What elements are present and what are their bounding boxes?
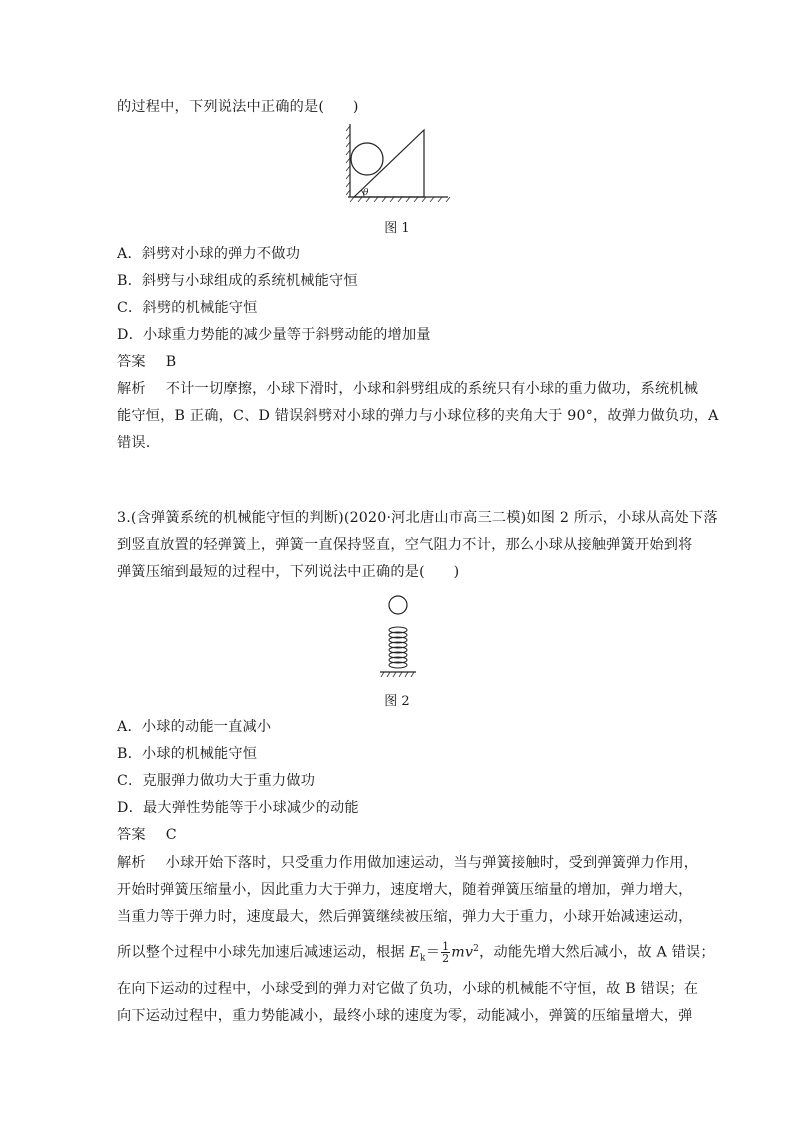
analysis-label: 解析	[117, 381, 146, 397]
q3-analysis-line-1	[117, 853, 699, 873]
analysis-text: 小球开始下落时，只受重力作用做加速运动，当与弹簧接触时，受到弹簧弹力作用，	[165, 855, 699, 871]
analysis-text: 不计一切摩擦，小球下滑时，小球和斜劈组成的系统只有小球的重力做功，系统机械	[165, 381, 699, 397]
fraction-denominator: 2	[442, 952, 450, 966]
answer-value: B	[165, 354, 177, 370]
ball-icon	[351, 143, 383, 175]
answer-label: 答案	[117, 827, 146, 843]
q3-stem-line-1: 3.(含弹簧系统的机械能守恒的判断)(2020·河北唐山市高三二模)如图 2 所示，小球从高处下落	[117, 510, 718, 526]
q3-stem-line-3: 弹簧压缩到最短的过程中，下列说法中正确的是( )	[117, 564, 460, 580]
option-a: A．斜劈对小球的弹力不做功	[117, 246, 301, 262]
formula-mass: m	[451, 944, 465, 961]
q3-option-b: B．小球的机械能守恒	[117, 746, 258, 762]
q3-analysis-line-3: 当重力等于弹力时，速度最大，然后弹簧继续被压缩，弹力大于重力，小球开始减速运动，	[117, 909, 693, 925]
option-d: D．小球重力势能的减少量等于斜劈动能的增加量	[117, 327, 431, 343]
q3-option-a: A．小球的动能一直减小	[117, 719, 272, 735]
formula-fraction	[441, 941, 450, 964]
ball-icon	[389, 596, 407, 614]
q3-stem-line-2: 到竖直放置的轻弹簧上，弹簧一直保持竖直，空气阻力不计，那么小球从接触弹簧开始到将	[117, 537, 693, 553]
formula-subscript: k	[420, 953, 426, 964]
q3-option-d: D．最大弹性势能等于小球减少的动能	[117, 800, 359, 816]
analysis-label: 解析	[117, 855, 146, 871]
figure-1-wedge-diagram	[340, 122, 455, 206]
analysis-line-3: 错误.	[117, 435, 151, 451]
analysis-text: ，动能先增大然后减小，故 A 错误；	[479, 944, 715, 961]
figure-2-caption: 图 2	[384, 694, 410, 709]
q3-option-c: C．克服弹力做功大于重力做功	[117, 773, 316, 789]
option-b: B．斜劈与小球组成的系统机械能守恒	[117, 273, 358, 289]
option-c: C．斜劈的机械能守恒	[117, 300, 258, 316]
formula-velocity: v	[464, 944, 474, 961]
q3-analysis-formula-line	[117, 936, 715, 972]
answer-value: C	[165, 827, 177, 843]
q3-analysis-line-5: 在向下运动的过程中，小球受到的弹力对它做了负功，小球的机械能不守恒，故 B 错误；在	[117, 981, 699, 997]
analysis-line-2: 能守恒，B 正确，C、D 错误斜劈对小球的弹力与小球位移的夹角大于 90°，故弹力做负功，A	[117, 408, 719, 424]
formula-energy-symbol: E	[409, 944, 421, 961]
figure-2-spring-diagram	[376, 592, 420, 684]
analysis-line-1	[117, 379, 699, 399]
q3-analysis-line-2: 开始时弹簧压缩量小，因此重力大于弹力，速度增大，随着弹簧压缩量的增加，弹力增大，	[117, 882, 693, 898]
figure-1-caption: 图 1	[384, 221, 410, 236]
q3-answer-row	[117, 825, 679, 845]
q3-analysis-line-6: 向下运动过程中，重力势能减小，最终小球的速度为零，动能减小，弹簧的压缩量增大，弹	[117, 1008, 693, 1024]
analysis-text: 所以整个过程中小球先加速后减速运动，根据	[117, 944, 410, 961]
answer-label: 答案	[117, 354, 146, 370]
fraction-numerator: 1	[442, 940, 450, 954]
angle-label: θ	[363, 188, 369, 198]
formula-exponent: 2	[473, 944, 480, 954]
formula-equals: ＝	[425, 944, 441, 961]
answer-row	[117, 352, 679, 372]
question-stem-tail: 的过程中，下列说法中正确的是( )	[117, 99, 359, 115]
